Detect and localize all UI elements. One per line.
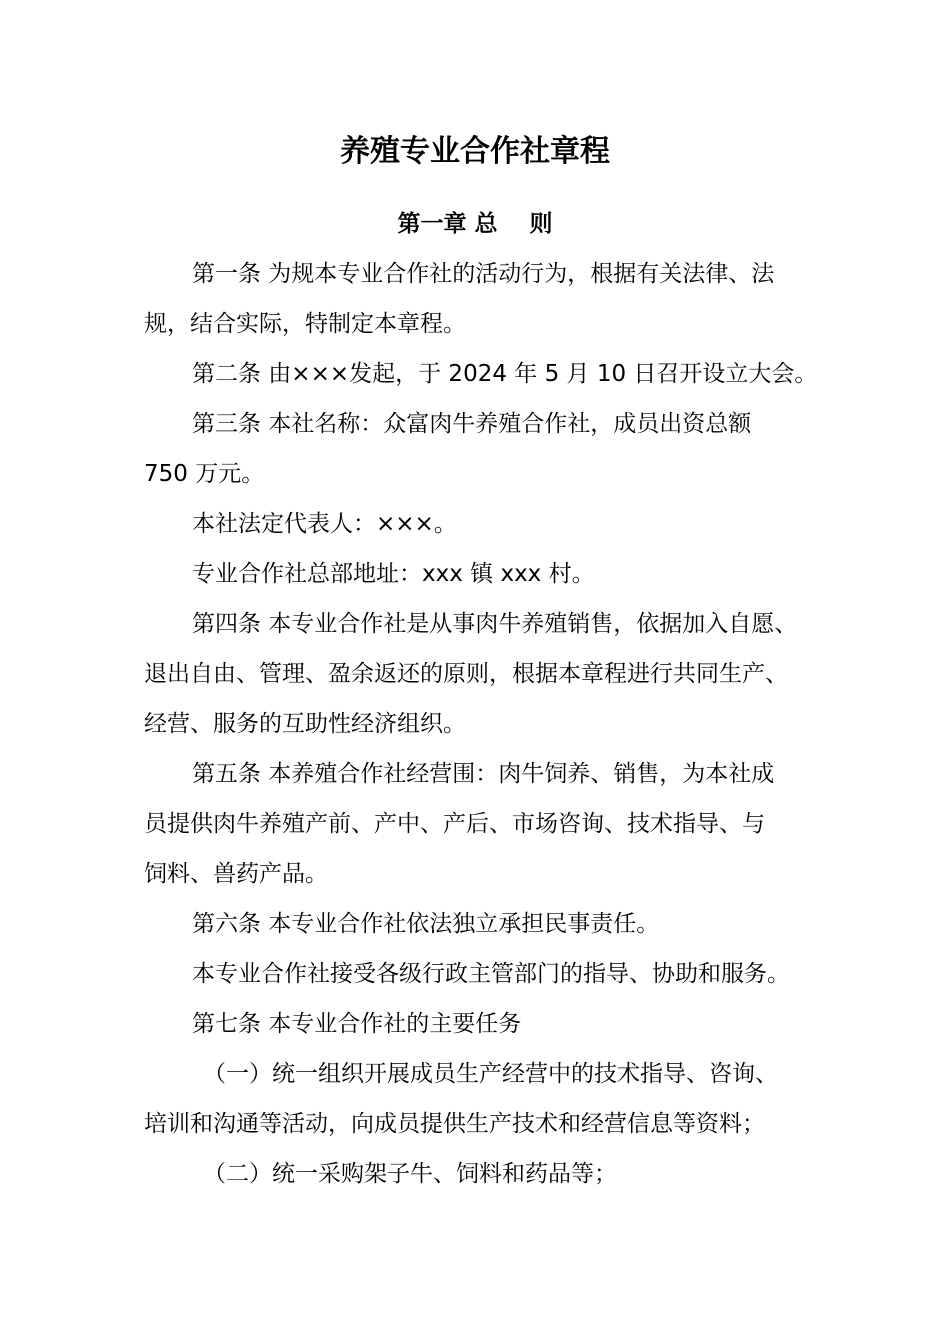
article-3-line-1: 第三条 本社名称：众富肉牛养殖合作社，成员出资总额 (192, 411, 752, 437)
article-6-line-2: 本专业合作社接受各级行政主管部门的指导、协助和服务。 (192, 961, 790, 987)
article-1-line-2: 规，结合实际，特制定本章程。 (144, 311, 466, 337)
article-5-line-3: 饲料、兽药产品。 (144, 861, 328, 887)
article-5-line-1: 第五条 本养殖合作社经营围：肉牛饲养、销售，为本社成 (192, 761, 775, 787)
document-title: 养殖专业合作社章程 (340, 134, 610, 169)
article-4-line-1: 第四条 本专业合作社是从事肉牛养殖销售，依据加入自愿、 (192, 611, 798, 637)
article-6-line-1: 第六条 本专业合作社依法独立承担民事责任。 (192, 911, 660, 937)
article-1-line-1: 第一条 为规本专业合作社的活动行为，根据有关法律、法 (192, 261, 775, 287)
article-7-item-1-line-2: 培训和沟通等活动，向成员提供生产技术和经营信息等资料； (144, 1111, 765, 1137)
article-2-line-1: 第二条 由×××发起，于 2024 年 5 月 10 日召开设立大会。 (192, 361, 818, 387)
article-7-item-1-line-1: （一）统一组织开展成员生产经营中的技术指导、咨询、 (203, 1061, 778, 1087)
article-4-line-2: 退出自由、管理、盈余返还的原则，根据本章程进行共同生产、 (144, 661, 788, 687)
chapter-heading: 第一章 总 则 (397, 211, 553, 237)
article-7-line-1: 第七条 本专业合作社的主要任务 (192, 1011, 522, 1037)
article-5-line-2: 员提供肉牛养殖产前、产中、产后、市场咨询、技术指导、与 (144, 811, 765, 837)
article-4-line-3: 经营、服务的互助性经济组织。 (144, 711, 466, 737)
article-7-item-2-line-1: （二）统一采购架子牛、饲料和药品等； (203, 1161, 617, 1187)
headquarters-address-line: 专业合作社总部地址：xxx 镇 xxx 村。 (192, 561, 595, 587)
article-3-line-2: 750 万元。 (144, 461, 265, 487)
legal-representative-line: 本社法定代表人：×××。 (192, 511, 457, 537)
